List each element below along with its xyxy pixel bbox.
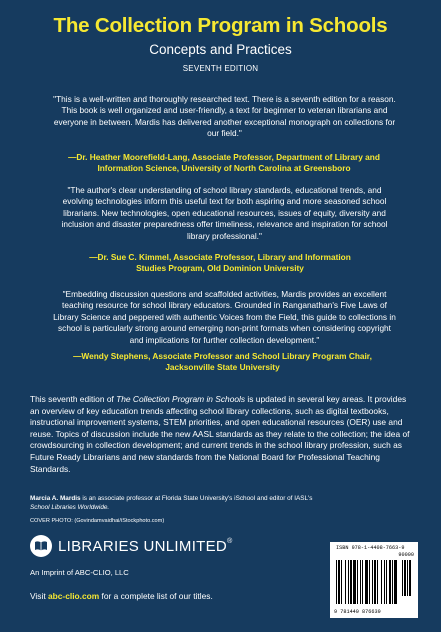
barcode-bar (374, 560, 376, 604)
visit-prefix: Visit (30, 591, 48, 601)
barcode-bar (365, 560, 368, 604)
attribution-line: Studies Program, Old Dominion University (136, 263, 304, 274)
publisher-website-link[interactable]: abc-clio.com (48, 591, 100, 601)
endorsement-attribution-1 (40, 152, 408, 175)
barcode-bar (357, 560, 358, 604)
barcode-bar (348, 560, 349, 604)
barcode-bar (353, 560, 356, 604)
barcode-bar (345, 560, 346, 604)
barcode-bar (369, 560, 370, 604)
visit-suffix: for a complete list of our titles. (99, 591, 213, 601)
barcode-bar (338, 560, 340, 604)
barcode-bar (360, 560, 361, 604)
description-body: is updated in several key areas. It provides an overview of key education trends affecting school library collections, such as digital textbooks, instructional improvement systems, STEM priorities, and open educational resources (OER) use and reuse. Topics of discussion include the new AASL standards as they relate to the collection; the idea of crowdsourcing in collection development; and current trends in the school library profession, such as Future Ready Librarians and new standards from the National Board for Professional Teaching Standards. (30, 394, 410, 474)
author-bio (30, 494, 410, 512)
description-prefix: This seventh edition of (30, 394, 117, 404)
publisher-logo (30, 534, 233, 558)
barcode-bars (330, 542, 418, 618)
author-name: Marcia A. Mardis (30, 495, 81, 502)
endorsement-quote-2: "The author's clear understanding of school library standards, educational trends, and evolving technologies inform this useful text for both aspiring and more seasoned school librarians. New technologies, open educational resources, issues of equity, diversity and inclusion and disaster preparedness offer timeliness, relevance and inspiration for school library professional." (61, 185, 388, 241)
attribution-line: Information Science, University of North Carolina at Greensboro (97, 163, 351, 174)
visit-line (30, 591, 213, 601)
book-subtitle: Concepts and Practices (149, 42, 292, 57)
barcode-bar (394, 560, 397, 604)
barcode-bar (409, 560, 411, 596)
barcode-digits: 9 781440 876639 (334, 609, 381, 615)
book-title: The Collection Program in Schools (53, 14, 388, 37)
edition-label: SEVENTH EDITION (182, 64, 259, 73)
barcode-bar (384, 560, 385, 604)
barcode-bar (386, 560, 387, 604)
endorsement-attribution-2 (70, 252, 370, 275)
endorsement-attribution-3 (60, 351, 385, 374)
barcode-bar (381, 560, 382, 604)
publisher-name (58, 538, 233, 555)
barcode-bar (392, 560, 393, 604)
description-title: The Collection Program in Schools (116, 394, 246, 404)
barcode-bar (341, 560, 342, 604)
endorsement-quote-1: "This is a well-written and thoroughly researched text. There is a seventh edition for a reason. This book is well organized and user-friendly, a text for beginner to veteran librarians and everyone in between. Mardis has delivered another exceptional monograph on collections for our field." (53, 94, 396, 139)
author-publication: School Libraries Worldwide. (30, 504, 110, 511)
barcode-bar (389, 560, 391, 604)
author-bio-text: is an associate professor at Florida State University's iSchool and editor of IASL's (80, 495, 313, 502)
publisher-name-text: LIBRARIES UNLIMITED (58, 537, 228, 555)
barcode-bar (362, 560, 363, 604)
attribution-line: Jacksonville State University (165, 362, 280, 373)
registered-mark: ® (227, 537, 233, 545)
barcode-bar (402, 560, 403, 596)
cover-photo-credit: COVER PHOTO: (Govindamvaidhai/iStockphoto.com) (30, 518, 165, 524)
barcode-bar (377, 560, 378, 604)
price-code: 90000 (398, 552, 414, 558)
barcode-bar (372, 560, 373, 604)
isbn-barcode (330, 542, 418, 618)
barcode-bar (407, 560, 408, 596)
endorsement-quote-3: "Embedding discussion questions and scaffolded activities, Mardis provides an excellent teaching resource for school library educators. Grounded in Ranganathan's Five Laws of Library Science and peppered with authentic Voices from the Field, this guide to collections in school is particularly strong around emerging non-print formats when considering copyright and implications for further collection development." (53, 289, 396, 345)
barcode-bar (350, 560, 352, 604)
attribution-line: —Dr. Sue C. Kimmel, Associate Professor, Library and Information (89, 252, 351, 262)
attribution-line: —Wendy Stephens, Associate Professor and School Library Program Chair, (73, 351, 372, 361)
isbn-number: ISBN 978-1-4408-7663-9 (336, 545, 405, 551)
imprint-line: An Imprint of ABC-CLIO, LLC (30, 568, 129, 577)
barcode-bar (404, 560, 406, 596)
attribution-line: —Dr. Heather Moorefield-Lang, Associate Professor, Department of Library and (68, 152, 380, 162)
barcode-bar (336, 560, 337, 604)
open-book-icon (30, 535, 52, 557)
book-description (30, 394, 416, 475)
